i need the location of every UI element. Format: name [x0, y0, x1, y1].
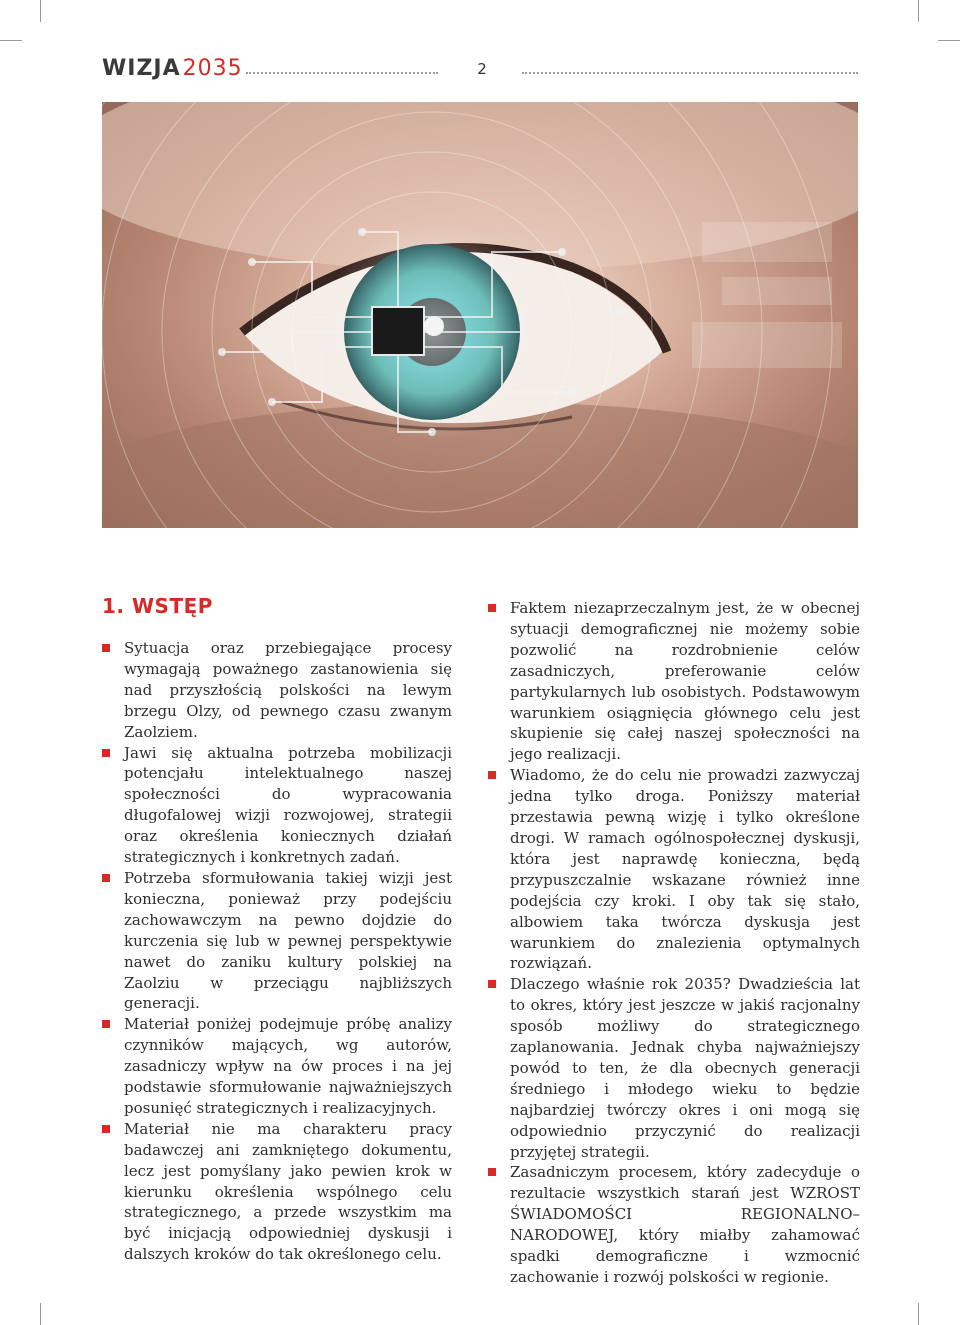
- crop-mark: [918, 1303, 919, 1325]
- bullet-text: Sytuacja oraz przebiegające procesy wymagają poważnego zastanowienia się nad przyszłością polskości na lewym brzegu Olzy, od pewnego czasu zwanym Zaolziem.: [124, 639, 452, 741]
- list-item: [102, 638, 452, 743]
- crop-mark: [938, 40, 960, 41]
- logo-year: 2035: [182, 56, 243, 81]
- bullet-text: Jawi się aktualna potrzeba mobilizacji potencjału intelektualnego naszej społeczności do wypracowania długofalowej wizji rozwojowej, strategii oraz określenia koniecznych działań strategicznych i konkretnych zadań.: [124, 743, 452, 867]
- list-item: [488, 598, 860, 765]
- bullet-square-icon: [102, 1020, 110, 1028]
- crop-mark: [918, 0, 919, 22]
- logo-word: WIZJA: [102, 56, 181, 81]
- list-item: [102, 868, 452, 1014]
- bullet-square-icon: [102, 749, 110, 757]
- list-item: [102, 743, 452, 868]
- header-dots-left: [246, 72, 438, 74]
- bullet-text: Materiał poniżej podejmuje próbę analizy czynników mających, wg autorów, zasadniczy wpływ na ów proces i na jej podstawie sformułowanie najważniejszych posunięć strategicznych i realizacyjnych.: [124, 1015, 452, 1117]
- eye-circuit-image: [102, 102, 858, 528]
- crop-mark: [40, 0, 41, 22]
- bullet-square-icon: [102, 1125, 110, 1133]
- bullet-text: Faktem niezaprzeczalnym jest, że w obecnej sytuacji demograficznej nie możemy sobie pozwolić na rozdrobnienie celów zasadniczych, preferowanie celów partykularnych lub osobistych. Podstawowym warunkiem osiągnięcia głównego celu jest skupienie się całej naszej społeczności na jego realizacji.: [510, 599, 860, 764]
- bullet-text: Potrzeba sformułowania takiej wizji jest konieczna, ponieważ przy podejściu zachowawczym na pewno dojdzie do kurczenia się lub w pewnej perspektywie nawet do zaniku kultury polskiej na Zaolziu w przeciągu najbliższych generacji.: [124, 868, 452, 1013]
- bullet-square-icon: [488, 1168, 496, 1176]
- bullet-square-icon: [102, 644, 110, 652]
- bullet-square-icon: [488, 604, 496, 612]
- bullet-text: Wiadomo, że do celu nie prowadzi zazwyczaj jedna tylko droga. Poniższy materiał przestawia pewną wizję i tylko określone drogi. W ramach ogólnospołecznej dyskusji, która jest naprawdę konieczna, będą przypuszczalnie wskazane również inne podejścia czy kroki. I oby tak się stało, albowiem taka twórcza dyskusja jest warunkiem do znalezienia optymalnych rozwiązań.: [510, 766, 860, 973]
- list-item: [488, 1162, 860, 1287]
- left-column: [102, 638, 452, 1265]
- list-item: [102, 1119, 452, 1265]
- wizja-logo: [102, 56, 243, 82]
- list-item: [488, 765, 860, 974]
- header-dots-right: [522, 72, 858, 74]
- crop-mark: [0, 40, 22, 41]
- crop-mark: [40, 1303, 41, 1325]
- bullet-square-icon: [102, 874, 110, 882]
- page-number: 2: [477, 60, 487, 78]
- bullet-text: Materiał nie ma charakteru pracy badawczej ani zamkniętego dokumentu, lecz jest pomyślany jako pewien krok w kierunku określenia wspólnego celu strategicznego, a przede wszystkim ma być inicjacją odpowiedniej dyskusji i dalszych kroków do tak określonego celu.: [124, 1119, 452, 1264]
- section-title: 1. WSTĘP: [102, 594, 213, 618]
- bullet-square-icon: [488, 771, 496, 779]
- list-item: [488, 974, 860, 1162]
- bullet-text: Zasadniczym procesem, który zadecyduje o rezultacie wszystkich starań jest WZROST ŚWIADOMOŚCI REGIONALNO–NARODOWEJ, który miałby zahamować spadki demograficzne i wzmocnić zachowanie i rozwój polskości w regionie.: [510, 1163, 860, 1286]
- right-column: [488, 598, 860, 1288]
- list-item: [102, 1014, 452, 1119]
- bullet-text: Dlaczego właśnie rok 2035? Dwadzieścia lat to okres, który jest jeszcze w jakiś racjonalny sposób możliwy do strategicznego zaplanowania. Jednak chyba najważniejszy powód to ten, że dla obecnych generacji średniego i młodego wieku to będzie najbardziej twórczy okres i oni mogą się odpowiednio przyczynić do realizacji przyjętej strategii.: [510, 975, 860, 1161]
- bullet-square-icon: [488, 980, 496, 988]
